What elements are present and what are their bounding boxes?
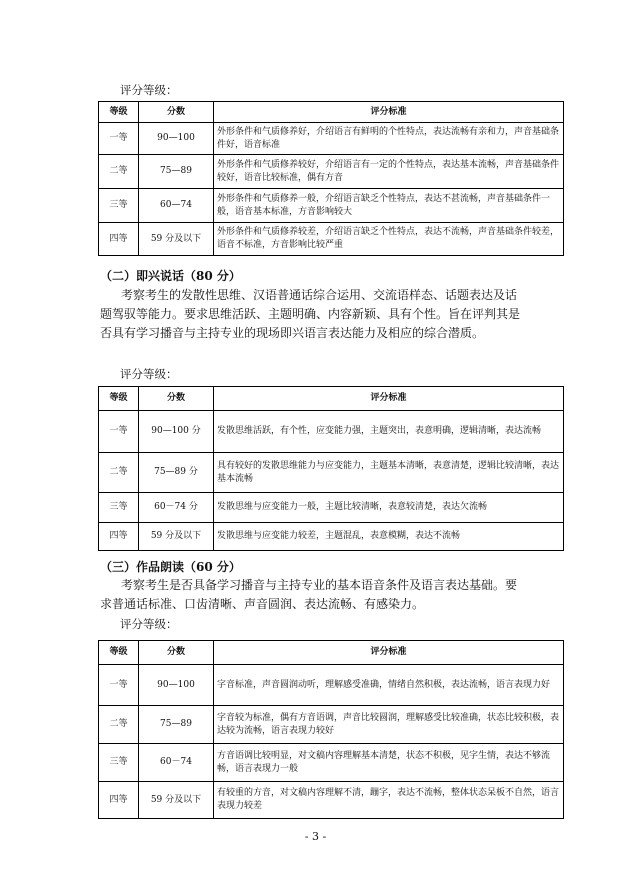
score-cell: 90—100 (139, 123, 214, 155)
grade-cell: 三等 (99, 189, 139, 223)
paragraph-line: 否具有学习播音与主持专业的现场即兴语言表达能力及相应的综合潜质。 (100, 326, 485, 340)
criteria-cell: 有较重的方音，对文稿内容理解不清，蹦字，表达不流畅，整体状态呆板不自然，语言表现力较差 (214, 782, 564, 819)
table-row (99, 223, 564, 256)
criteria-cell: 外形条件和气质修养较差，介绍语言缺乏个性特点，表达不流畅，声音基础条件较差，语音不标准，方音影响比较严重 (214, 223, 564, 256)
grade-label-1: 评分等级： (120, 83, 178, 97)
grading-table-3 (98, 640, 564, 819)
header-criteria: 评分标准 (214, 102, 564, 123)
grade-cell: 二等 (99, 453, 139, 493)
score-cell: 90—100 (139, 665, 214, 706)
grade-cell: 一等 (99, 411, 139, 453)
paragraph-line: 求普通话标准、口齿清晰、声音圆润、表达流畅、有感染力。 (100, 597, 425, 611)
header-score: 分数 (139, 641, 214, 665)
grade-label-3: 评分等级： (120, 617, 178, 631)
table-row (99, 665, 564, 706)
score-cell: 60－74 (139, 744, 214, 782)
table-row (99, 744, 564, 782)
grade-cell: 二等 (99, 155, 139, 189)
grade-cell: 四等 (99, 782, 139, 819)
page-number: - 3 - (304, 830, 327, 843)
criteria-cell: 外形条件和气质修养较好，介绍语言有一定的个性特点，表达基本流畅，声音基础条件较好，语音比较标准，偶有方音 (214, 155, 564, 189)
score-cell: 60—74 (139, 189, 214, 223)
table-row (99, 189, 564, 223)
grade-cell: 四等 (99, 223, 139, 256)
grading-table-2 (98, 386, 564, 551)
score-cell: 60－74 分 (139, 493, 214, 523)
header-grade: 等级 (99, 387, 139, 411)
table-row (99, 706, 564, 744)
criteria-cell: 具有较好的发散思维能力与应变能力，主题基本清晰，表意清楚，逻辑比较清晰，表达基本流畅 (214, 453, 564, 493)
grade-cell: 三等 (99, 744, 139, 782)
grade-cell: 一等 (99, 123, 139, 155)
criteria-cell: 方音语调比较明显，对文稿内容理解基本清楚，状态不积极，见字生情，表达不够流畅，语言表现力一般 (214, 744, 564, 782)
header-criteria: 评分标准 (214, 641, 564, 665)
section-heading-impromptu: （二）即兴说话（80 分） (100, 269, 241, 283)
grade-cell: 一等 (99, 665, 139, 706)
grade-label-2: 评分等级： (120, 367, 178, 381)
criteria-cell: 字音较为标准，偶有方音语调，声音比较圆润，理解感受比较准确，状态比较积极，表达较为流畅，语言表现力较好 (214, 706, 564, 744)
header-score: 分数 (139, 387, 214, 411)
score-cell: 75—89 (139, 706, 214, 744)
section-description-impromptu (100, 286, 570, 343)
table-row (99, 453, 564, 493)
score-cell: 59 分及以下 (139, 223, 214, 256)
score-cell: 75—89 分 (139, 453, 214, 493)
paragraph-line: 题驾驭等能力。要求思维活跃、主题明确、内容新颖、具有个性。旨在评判其是 (100, 307, 521, 321)
header-grade: 等级 (99, 641, 139, 665)
grading-table-1 (98, 101, 564, 256)
score-cell: 59 分及以下 (139, 523, 214, 551)
grade-cell: 四等 (99, 523, 139, 551)
table-header-row (99, 387, 564, 411)
header-score: 分数 (139, 102, 214, 123)
table-row (99, 523, 564, 551)
paragraph-line: 考察考生是否具备学习播音与主持专业的基本语音条件及语言表达基础。要 (121, 578, 518, 592)
grade-cell: 二等 (99, 706, 139, 744)
grade-cell: 三等 (99, 493, 139, 523)
section-heading-reading: （三）作品朗读（60 分） (100, 560, 241, 574)
criteria-cell: 外形条件和气质修养好，介绍语言有鲜明的个性特点，表达流畅有亲和力，声音基础条件好，语音标准 (214, 123, 564, 155)
criteria-cell: 外形条件和气质修养一般，介绍语言缺乏个性特点，表达不甚流畅，声音基础条件一般，语音基本标准，方音影响较大 (214, 189, 564, 223)
section-description-reading (100, 576, 570, 614)
score-cell: 90—100 分 (139, 411, 214, 453)
header-grade: 等级 (99, 102, 139, 123)
criteria-cell: 字音标准，声音圆润动听，理解感受准确，情绪自然积极，表达流畅，语言表现力好 (214, 665, 564, 706)
table-header-row (99, 102, 564, 123)
table-row (99, 155, 564, 189)
criteria-cell: 发散思维与应变能力一般，主题比较清晰，表意较清楚，表达欠流畅 (214, 493, 564, 523)
table-row (99, 493, 564, 523)
table-row (99, 123, 564, 155)
table-header-row (99, 641, 564, 665)
paragraph-line: 考察考生的发散性思维、汉语普通话综合运用、交流语样态、话题表达及话 (121, 288, 518, 302)
criteria-cell: 发散思维活跃，有个性，应变能力强，主题突出，表意明确，逻辑清晰，表达流畅 (214, 411, 564, 453)
table-row (99, 782, 564, 819)
criteria-cell: 发散思维与应变能力较差，主题混乱，表意模糊，表达不流畅 (214, 523, 564, 551)
header-criteria: 评分标准 (214, 387, 564, 411)
score-cell: 59 分及以下 (139, 782, 214, 819)
score-cell: 75—89 (139, 155, 214, 189)
table-row (99, 411, 564, 453)
